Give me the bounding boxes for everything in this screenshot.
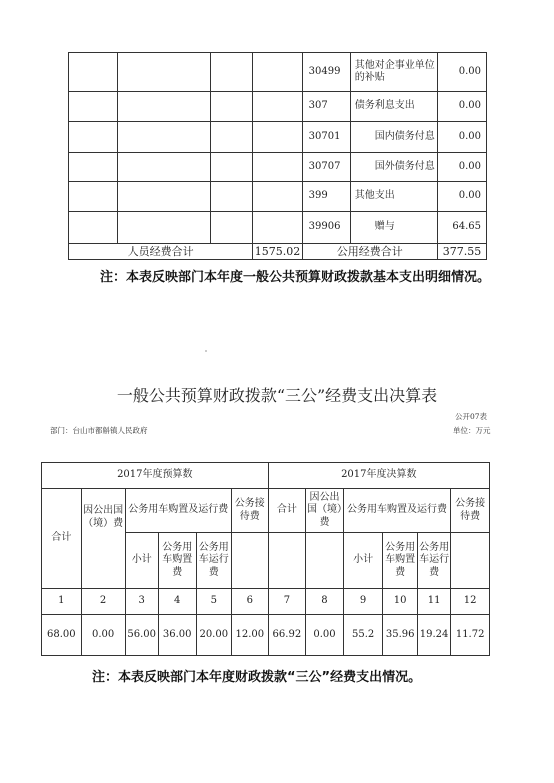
basic-expenditure-table xyxy=(68,52,487,260)
name-cell: 债务利息支出 xyxy=(350,92,437,122)
col-number: 4 xyxy=(158,589,196,615)
code-cell: 307 xyxy=(302,92,350,122)
name-cell: 其他对企事业单位的补贴 xyxy=(350,53,437,92)
name-cell: 国内债务付息 xyxy=(350,122,437,153)
table-row xyxy=(69,182,487,212)
public-total-label: 公用经费合计 xyxy=(302,244,437,260)
header-total: 合计 xyxy=(42,489,82,589)
table-row xyxy=(69,212,487,244)
value-cell: 11.72 xyxy=(451,615,490,656)
col-number: 9 xyxy=(343,589,383,615)
value-cell: 19.24 xyxy=(417,615,450,656)
code-cell: 30707 xyxy=(302,153,350,182)
totals-row xyxy=(69,244,487,260)
col-number: 2 xyxy=(81,589,125,615)
col-number: 12 xyxy=(451,589,490,615)
header-total: 合计 xyxy=(268,489,306,533)
value-cell: 35.96 xyxy=(383,615,417,656)
col-number: 1 xyxy=(42,589,82,615)
public-total-value: 377.55 xyxy=(437,244,486,260)
name-cell: 国外债务付息 xyxy=(350,153,437,182)
value-cell: 0.00 xyxy=(306,615,344,656)
value-cell: 0.00 xyxy=(437,122,486,153)
personnel-total-label: 人员经费合计 xyxy=(69,244,253,260)
col-number: 7 xyxy=(268,589,306,615)
value-cell: 12.00 xyxy=(232,615,269,656)
header-subtotal: 小计 xyxy=(343,533,383,589)
header-abroad: 因公出国（境）费 xyxy=(81,489,125,589)
table-row xyxy=(69,122,487,153)
code-cell: 30701 xyxy=(302,122,350,153)
header-subtotal: 小计 xyxy=(125,533,158,589)
value-cell: 0.00 xyxy=(81,615,125,656)
value-cell: 0.00 xyxy=(437,182,486,212)
col-number: 3 xyxy=(125,589,158,615)
value-cell: 0.00 xyxy=(437,53,486,92)
table-row xyxy=(42,463,490,489)
header-reception: 公务接待费 xyxy=(232,489,269,533)
value-cell: 36.00 xyxy=(158,615,196,656)
header-vehicle: 公务用车购置及运行费 xyxy=(125,489,232,533)
value-cell: 68.00 xyxy=(42,615,82,656)
table-row xyxy=(69,153,487,182)
value-row xyxy=(42,615,490,656)
scan-speck xyxy=(205,350,207,352)
value-cell: 64.65 xyxy=(437,212,486,244)
value-cell: 55.2 xyxy=(343,615,383,656)
header-reception: 公务接待费 xyxy=(451,489,490,533)
final-header: 2017年度决算数 xyxy=(268,463,489,489)
table-note: 注：本表反映部门本年度一般公共预算财政拨款基本支出明细情况。 xyxy=(100,270,491,285)
budget-header: 2017年度预算数 xyxy=(42,463,269,489)
value-cell: 66.92 xyxy=(268,615,306,656)
header-running: 公务用车运行费 xyxy=(196,533,232,589)
column-number-row xyxy=(42,589,490,615)
unit-label: 单位：万元 xyxy=(453,426,491,435)
value-cell: 56.00 xyxy=(125,615,158,656)
header-purchase: 公务用车购置费 xyxy=(383,533,417,589)
header-purchase: 公务用车购置费 xyxy=(158,533,196,589)
code-cell: 399 xyxy=(302,182,350,212)
table-note: 注：本表反映部门本年度财政拨款“三公”经费支出情况。 xyxy=(92,670,422,685)
header-abroad: 因公出国（境）费 xyxy=(306,489,344,533)
department-label: 部门：台山市都斛镇人民政府 xyxy=(50,426,148,435)
col-number: 8 xyxy=(306,589,344,615)
table-row xyxy=(69,92,487,122)
code-cell: 30499 xyxy=(302,53,350,92)
col-number: 11 xyxy=(417,589,450,615)
value-cell: 20.00 xyxy=(196,615,232,656)
col-number: 6 xyxy=(232,589,269,615)
header-vehicle: 公务用车购置及运行费 xyxy=(343,489,451,533)
three-public-expenses-table xyxy=(41,462,490,656)
value-cell: 0.00 xyxy=(437,153,486,182)
form-number: 公开07表 xyxy=(455,412,488,421)
code-cell: 39906 xyxy=(302,212,350,244)
value-cell: 0.00 xyxy=(437,92,486,122)
personnel-total-value: 1575.02 xyxy=(254,244,301,258)
table-row xyxy=(69,53,487,92)
table-row xyxy=(42,489,490,533)
col-number: 5 xyxy=(196,589,232,615)
header-running: 公务用车运行费 xyxy=(417,533,450,589)
name-cell: 赠与 xyxy=(350,212,437,244)
page-title: 一般公共预算财政拨款“三公”经费支出决算表 xyxy=(116,386,438,405)
name-cell: 其他支出 xyxy=(350,182,437,212)
col-number: 10 xyxy=(383,589,417,615)
